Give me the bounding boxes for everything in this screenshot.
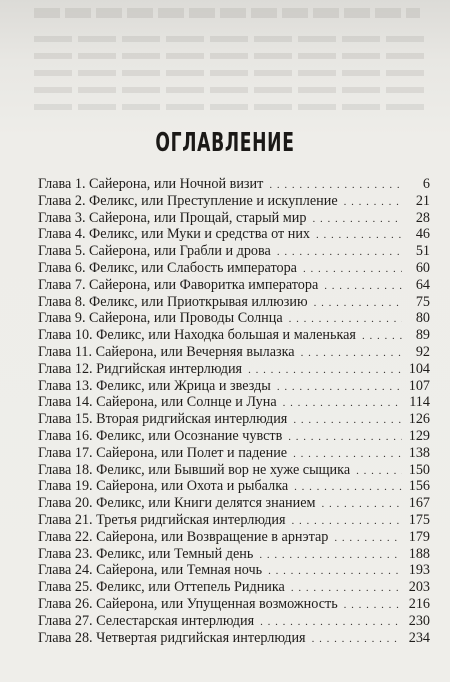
page-number: 51 — [415, 243, 430, 260]
chapter-title: Глава 18. Феликс, или Бывший вор не хуже сыщика — [38, 461, 351, 478]
chapter-title: Глава 16. Феликс, или Осознание чувств — [38, 427, 283, 444]
chapter-title: Глава 10. Феликс, или Находка большая и маленькая — [38, 327, 356, 344]
dot-leader — [303, 260, 402, 278]
toc-entry — [38, 428, 430, 445]
dot-leader — [277, 243, 402, 261]
chapter-title: Глава 25. Феликс, или Оттепель Ридника — [38, 579, 285, 596]
page-number: 64 — [415, 276, 430, 293]
toc-entry — [38, 310, 430, 327]
page-number: 28 — [415, 209, 430, 226]
dot-leader — [294, 478, 402, 496]
dot-leader — [259, 546, 402, 564]
page-number: 129 — [408, 427, 430, 444]
chapter-title: Глава 17. Сайерона, или Полет и падение — [38, 444, 288, 461]
chapter-title: Глава 1. Сайерона, или Ночной визит — [38, 176, 264, 192]
chapter-title: Глава 11. Сайерона, или Вечерняя вылазка — [38, 343, 295, 360]
dot-leader — [293, 445, 402, 463]
toc-entry — [38, 562, 430, 579]
dot-leader — [344, 596, 402, 614]
toc-entry — [38, 176, 430, 193]
toc-entry — [38, 344, 430, 361]
dot-leader — [288, 428, 402, 446]
page-number: 89 — [415, 327, 430, 344]
chapter-title: Глава 6. Феликс, или Слабость императора — [38, 259, 297, 276]
toc-entry — [38, 529, 430, 546]
chapter-title: Глава 13. Феликс, или Жрица и звезды — [38, 377, 271, 394]
toc-entry — [38, 613, 430, 630]
chapter-title: Глава 14. Сайерона, или Солнце и Луна — [38, 394, 277, 411]
dot-leader — [277, 378, 402, 396]
page-number: 107 — [408, 377, 430, 394]
page-number: 138 — [408, 444, 430, 461]
chapter-title: Глава 5. Сайерона, или Грабли и дрова — [38, 243, 271, 260]
page-number: 175 — [408, 511, 430, 528]
toc-entry — [38, 394, 430, 411]
page-number: 188 — [408, 545, 430, 562]
toc-entry — [38, 327, 430, 344]
chapter-title: Глава 8. Феликс, или Приоткрывая иллюзию — [38, 293, 308, 310]
toc-entry — [38, 378, 430, 395]
page-number: 60 — [415, 259, 430, 276]
chapter-title: Глава 19. Сайерона, или Охота и рыбалка — [38, 478, 289, 495]
chapter-title: Глава 4. Феликс, или Муки и средства от них — [38, 226, 311, 243]
dot-leader — [312, 630, 402, 648]
page-number: 104 — [408, 360, 430, 377]
dot-leader — [301, 344, 402, 362]
chapter-title: Глава 28. Четвертая ридгийская интерлюдия — [38, 629, 306, 646]
table-of-contents — [38, 176, 430, 646]
chapter-title: Глава 9. Сайерона, или Проводы Солнца — [38, 310, 283, 327]
chapter-title: Глава 21. Третья ридгийская интерлюдия — [38, 511, 286, 528]
page-number: 80 — [415, 310, 430, 327]
toc-entry — [38, 210, 430, 227]
dot-leader — [291, 579, 402, 597]
chapter-title: Глава 24. Сайерона, или Темная ночь — [38, 562, 263, 579]
toc-entry — [38, 193, 430, 210]
dot-leader — [356, 462, 402, 480]
toc-entry — [38, 630, 430, 647]
toc-entry — [38, 512, 430, 529]
chapter-title: Глава 12. Ридгийская интерлюдия — [38, 360, 243, 377]
dot-leader — [334, 529, 402, 547]
dot-leader — [292, 512, 402, 530]
chapter-title: Глава 7. Сайерона, или Фаворитка императора — [38, 276, 319, 293]
chapter-title: Глава 26. Сайерона, или Упущенная возможность — [38, 595, 338, 612]
chapter-title: Глава 23. Феликс, или Темный день — [38, 545, 254, 562]
page-number: 230 — [408, 612, 430, 629]
page-number: 216 — [408, 595, 430, 612]
page-number: 6 — [422, 176, 430, 192]
page-number: 92 — [415, 343, 430, 360]
chapter-title: Глава 15. Вторая ридгийская интерлюдия — [38, 411, 288, 428]
page-number: 203 — [408, 579, 430, 596]
dot-leader — [344, 193, 402, 211]
dot-leader — [268, 562, 402, 580]
chapter-title: Глава 2. Феликс, или Преступление и искупление — [38, 192, 338, 209]
dot-leader — [269, 176, 402, 194]
toc-entry — [38, 411, 430, 428]
page-number: 46 — [415, 226, 430, 243]
chapter-title: Глава 22. Сайерона, или Возвращение в арнэтар — [38, 528, 329, 545]
toc-entry — [38, 294, 430, 311]
bleed-through-text — [34, 4, 430, 96]
toc-entry — [38, 546, 430, 563]
chapter-title: Глава 3. Сайерона, или Прощай, старый мир — [38, 209, 307, 226]
toc-entry — [38, 243, 430, 260]
page-number: 234 — [408, 629, 430, 646]
dot-leader — [324, 277, 402, 295]
dot-leader — [283, 394, 402, 412]
dot-leader — [289, 310, 402, 328]
page-number: 167 — [408, 495, 430, 512]
toc-entry — [38, 579, 430, 596]
toc-entry — [38, 462, 430, 479]
dot-leader — [322, 495, 403, 513]
page-title: ОГЛАВЛЕНИЕ — [155, 128, 295, 158]
chapter-title: Глава 20. Феликс, или Книги делятся знанием — [38, 495, 316, 512]
page-number: 150 — [408, 461, 430, 478]
page-number: 126 — [408, 411, 430, 428]
toc-entry — [38, 277, 430, 294]
toc-entry — [38, 445, 430, 462]
dot-leader — [260, 613, 402, 631]
toc-entry — [38, 361, 430, 378]
page-number: 21 — [415, 192, 430, 209]
dot-leader — [312, 210, 402, 228]
dot-leader — [316, 226, 402, 244]
toc-entry — [38, 260, 430, 277]
chapter-title: Глава 27. Селестарская интерлюдия — [38, 612, 255, 629]
toc-entry — [38, 495, 430, 512]
page-number: 156 — [408, 478, 430, 495]
page-number: 179 — [408, 528, 430, 545]
toc-entry — [38, 596, 430, 613]
dot-leader — [362, 327, 402, 345]
dot-leader — [314, 294, 402, 312]
page-number: 114 — [409, 394, 430, 411]
toc-entry — [38, 226, 430, 243]
page-number: 193 — [408, 562, 430, 579]
toc-entry — [38, 478, 430, 495]
page-number: 75 — [415, 293, 430, 310]
dot-leader — [248, 361, 402, 379]
dot-leader — [293, 411, 402, 429]
